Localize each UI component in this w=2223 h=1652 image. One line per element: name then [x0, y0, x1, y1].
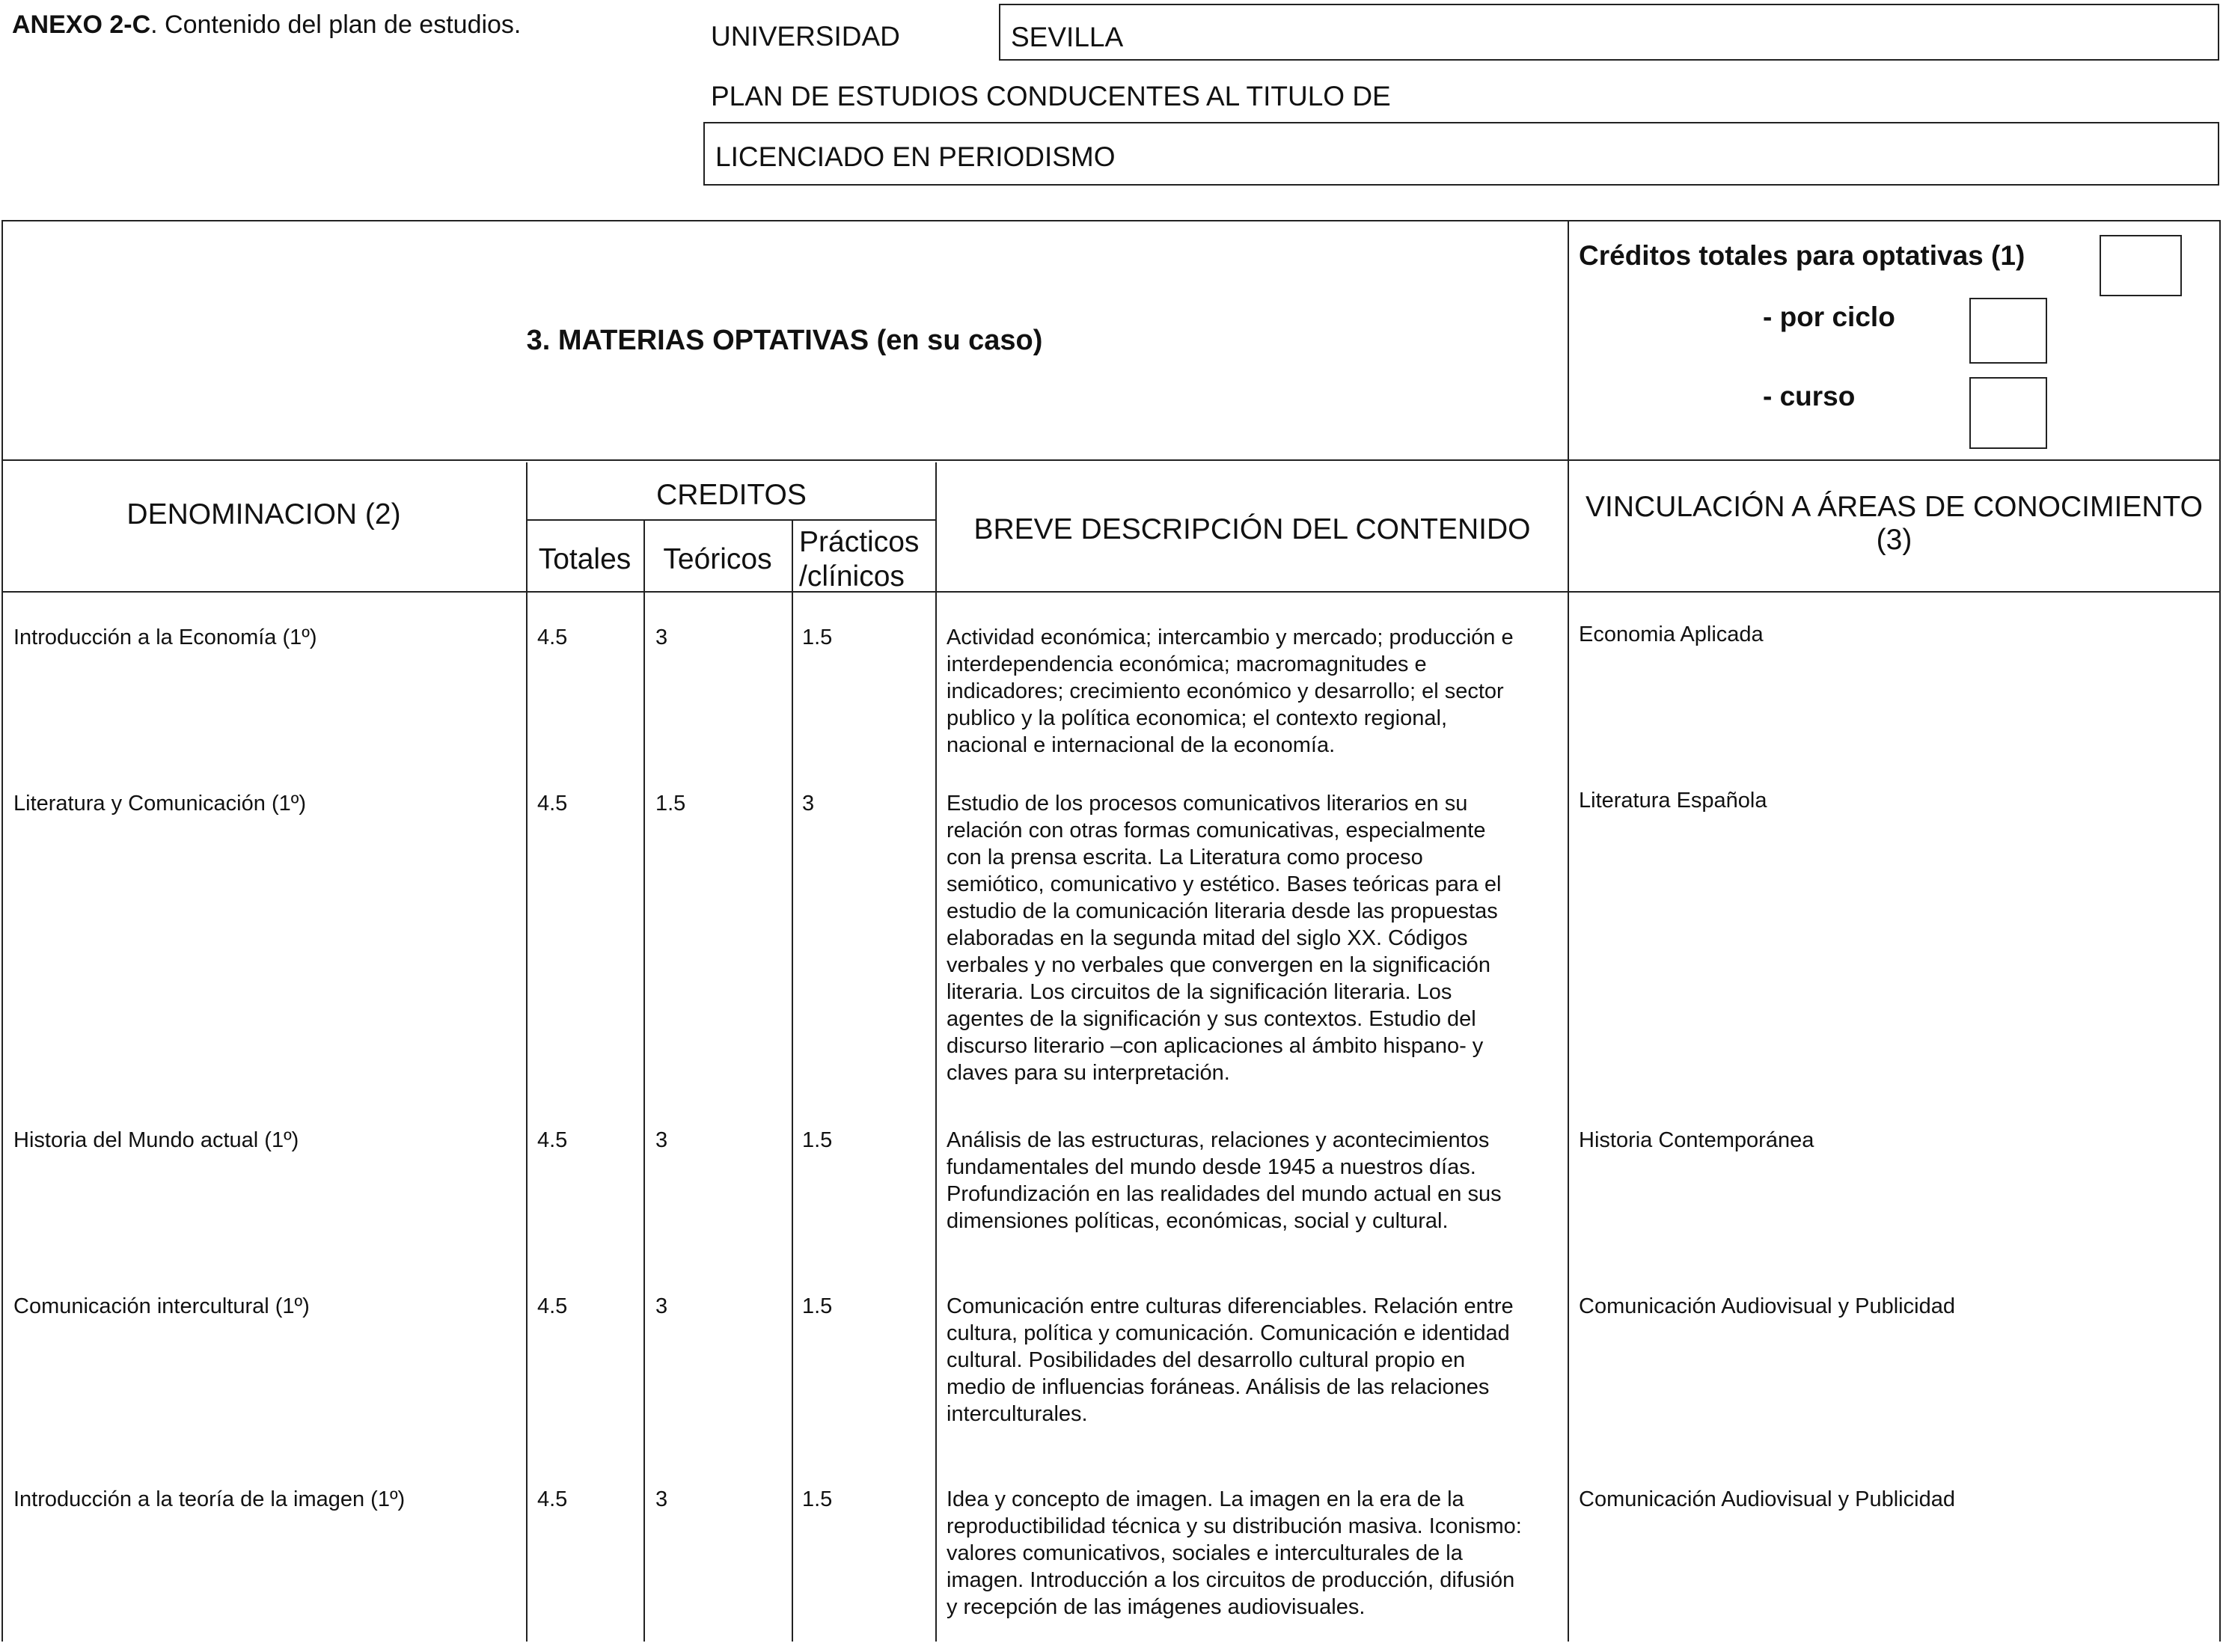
- row-2-desc-line: fundamentales del mundo desde 1945 a nuestros días.: [947, 1155, 1476, 1179]
- row-1-totales: 4.5: [537, 792, 568, 816]
- row-1-practicos: 3: [802, 792, 815, 816]
- col-header-creditos: CREDITOS: [656, 479, 807, 511]
- row-1-desc-line: estudio de la comunicación literaria desde las propuestas: [947, 899, 1498, 923]
- curso-label: - curso: [1763, 381, 1856, 412]
- row-4-practicos: 1.5: [802, 1487, 833, 1511]
- col-divider-teoricos: [643, 521, 645, 1642]
- titulo-field: [703, 122, 2219, 186]
- row-4-area: Comunicación Audiovisual y Publicidad: [1579, 1487, 1955, 1511]
- row-1-teoricos: 1.5: [655, 792, 686, 816]
- row-4-desc-line: imagen. Introducción a los circuitos de producción, difusión: [947, 1568, 1515, 1592]
- row-3-practicos: 1.5: [802, 1294, 833, 1318]
- annex-label: ANEXO 2-C: [12, 10, 151, 39]
- row-3-descripcion: [947, 1293, 1514, 1428]
- col-header-denominacion: DENOMINACION (2): [126, 498, 401, 530]
- row-3-totales: 4.5: [537, 1294, 568, 1318]
- table-border-right: [2219, 220, 2221, 1642]
- col-header-vinculacion-line2: (3): [1876, 524, 1912, 556]
- creditos-totales-box: [2100, 235, 2182, 296]
- row-1-desc-line: agentes de la significación y sus contextos. Estudio del: [947, 1007, 1476, 1031]
- row-2-totales: 4.5: [537, 1128, 568, 1152]
- row-1-desc-line: Estudio de los procesos comunicativos literarios en su: [947, 792, 1468, 816]
- row-1-desc-line: semiótico, comunicativo y estético. Bases teóricas para el: [947, 872, 1502, 896]
- col-divider-descripcion: [935, 462, 937, 1642]
- row-4-desc-line: Idea y concepto de imagen. La imagen en la era de la: [947, 1487, 1464, 1511]
- row-4-totales: 4.5: [537, 1487, 568, 1511]
- row-0-totales: 4.5: [537, 625, 568, 649]
- row-4-desc-line: reproductibilidad técnica y su distribución masiva. Iconismo:: [947, 1514, 1522, 1538]
- row-1-desc-line: elaboradas en la segunda mitad del siglo XX. Códigos: [947, 926, 1468, 950]
- row-0-desc-line: interdependencia económica; macromagnitudes e: [947, 652, 1427, 676]
- annex-title: [12, 10, 521, 40]
- row-1-desc-line: relación con otras formas comunicativas, especialmente: [947, 819, 1486, 842]
- creditos-totales-label: Créditos totales para optativas (1): [1579, 240, 2025, 271]
- row-3-name: Comunicación intercultural (1º): [13, 1294, 310, 1318]
- row-0-desc-line: indicadores; crecimiento económico y desarrollo; el sector: [947, 679, 1504, 703]
- universidad-field: [999, 4, 2219, 61]
- row-0-desc-line: nacional e internacional de la economía.: [947, 733, 1336, 757]
- row-0-descripcion: [947, 624, 1514, 759]
- row-3-desc-line: Comunicación entre culturas diferenciables. Relación entre: [947, 1294, 1514, 1318]
- row-1-area: Literatura Española: [1579, 789, 1767, 813]
- row-0-practicos: 1.5: [802, 625, 833, 649]
- row-3-desc-line: cultura, política y comunicación. Comunicación e identidad: [947, 1321, 1510, 1345]
- row-0-desc-line: publico y la política economica; el contexto regional,: [947, 706, 1447, 730]
- row-3-teoricos: 3: [655, 1294, 668, 1318]
- section-title: 3. MATERIAS OPTATIVAS (en su caso): [526, 325, 1043, 356]
- row-1-desc-line: claves para su interpretación.: [947, 1061, 1230, 1085]
- row-4-desc-line: y recepción de las imágenes audiovisuales.: [947, 1595, 1366, 1619]
- titulo-value: LICENCIADO EN PERIODISMO: [715, 141, 1116, 172]
- row-0-desc-line: Actividad económica; intercambio y mercado; producción e: [947, 625, 1514, 649]
- row-2-desc-line: Análisis de las estructuras, relaciones y acontecimientos: [947, 1128, 1490, 1152]
- row-4-descripcion: [947, 1486, 1522, 1621]
- row-2-area: Historia Contemporánea: [1579, 1128, 1814, 1152]
- row-1-descripcion: [947, 790, 1501, 1086]
- row-0-teoricos: 3: [655, 625, 668, 649]
- row-1-desc-line: literaria. Los circuitos de la significación literaria. Los: [947, 980, 1452, 1004]
- creditos-subheader-line: [526, 519, 937, 521]
- row-3-desc-line: interculturales.: [947, 1402, 1088, 1426]
- row-3-area: Comunicación Audiovisual y Publicidad: [1579, 1294, 1955, 1318]
- row-0-name: Introducción a la Economía (1º): [13, 625, 317, 649]
- row-4-desc-line: valores comunicativos, sociales e interculturales de la: [947, 1541, 1463, 1565]
- col-divider-totales: [526, 462, 528, 1642]
- header-divider: [1, 591, 2221, 593]
- curso-box: [1969, 377, 2047, 449]
- col-divider-vinculacion: [1568, 220, 1569, 1642]
- por-ciclo-box: [1969, 298, 2047, 364]
- universidad-value: SEVILLA: [1011, 22, 1124, 52]
- col-header-vinculacion: [1569, 491, 2219, 557]
- por-ciclo-label: - por ciclo: [1763, 302, 1895, 332]
- row-2-name: Historia del Mundo actual (1º): [13, 1128, 299, 1152]
- row-3-desc-line: medio de influencias foráneas. Análisis de las relaciones: [947, 1375, 1490, 1399]
- row-3-desc-line: cultural. Posibilidades del desarrollo cultural propio en: [947, 1348, 1466, 1372]
- row-2-desc-line: dimensiones políticas, económicas, social y cultural.: [947, 1209, 1449, 1233]
- row-2-teoricos: 3: [655, 1128, 668, 1152]
- annex-subtitle: . Contenido del plan de estudios.: [150, 10, 522, 39]
- row-1-name: Literatura y Comunicación (1º): [13, 792, 306, 816]
- row-1-desc-line: discurso literario –con aplicaciones al ámbito hispano- y: [947, 1034, 1484, 1058]
- row-1-desc-line: con la prensa escrita. La Literatura como proceso: [947, 845, 1423, 869]
- col-divider-practicos: [792, 521, 793, 1642]
- col-header-teoricos: Teóricos: [663, 543, 772, 575]
- row-4-teoricos: 3: [655, 1487, 668, 1511]
- row-1-desc-line: verbales y no verbales que convergen en la significación: [947, 953, 1491, 977]
- section-divider: [1, 459, 2221, 461]
- col-header-vinculacion-line1: VINCULACIÓN A ÁREAS DE CONOCIMIENTO: [1586, 491, 2203, 523]
- row-0-area: Economia Aplicada: [1579, 622, 1764, 646]
- table-border-left: [1, 220, 3, 1642]
- optativas-table: [1, 220, 2221, 1649]
- col-header-descripcion: BREVE DESCRIPCIÓN DEL CONTENIDO: [973, 513, 1531, 545]
- row-2-practicos: 1.5: [802, 1128, 833, 1152]
- row-2-descripcion: [947, 1127, 1502, 1235]
- plan-label: PLAN DE ESTUDIOS CONDUCENTES AL TITULO DE: [711, 81, 1391, 111]
- universidad-label: UNIVERSIDAD: [711, 21, 900, 52]
- table-border-top: [1, 220, 2221, 221]
- col-header-practicos-line2: /clínicos: [799, 560, 905, 593]
- col-header-practicos-line1: Prácticos: [799, 526, 920, 558]
- row-4-name: Introducción a la teoría de la imagen (1º): [13, 1487, 406, 1511]
- col-header-totales: Totales: [538, 543, 632, 575]
- col-header-practicos: [799, 525, 919, 594]
- row-2-desc-line: Profundización en las realidades del mundo actual en sus: [947, 1182, 1502, 1206]
